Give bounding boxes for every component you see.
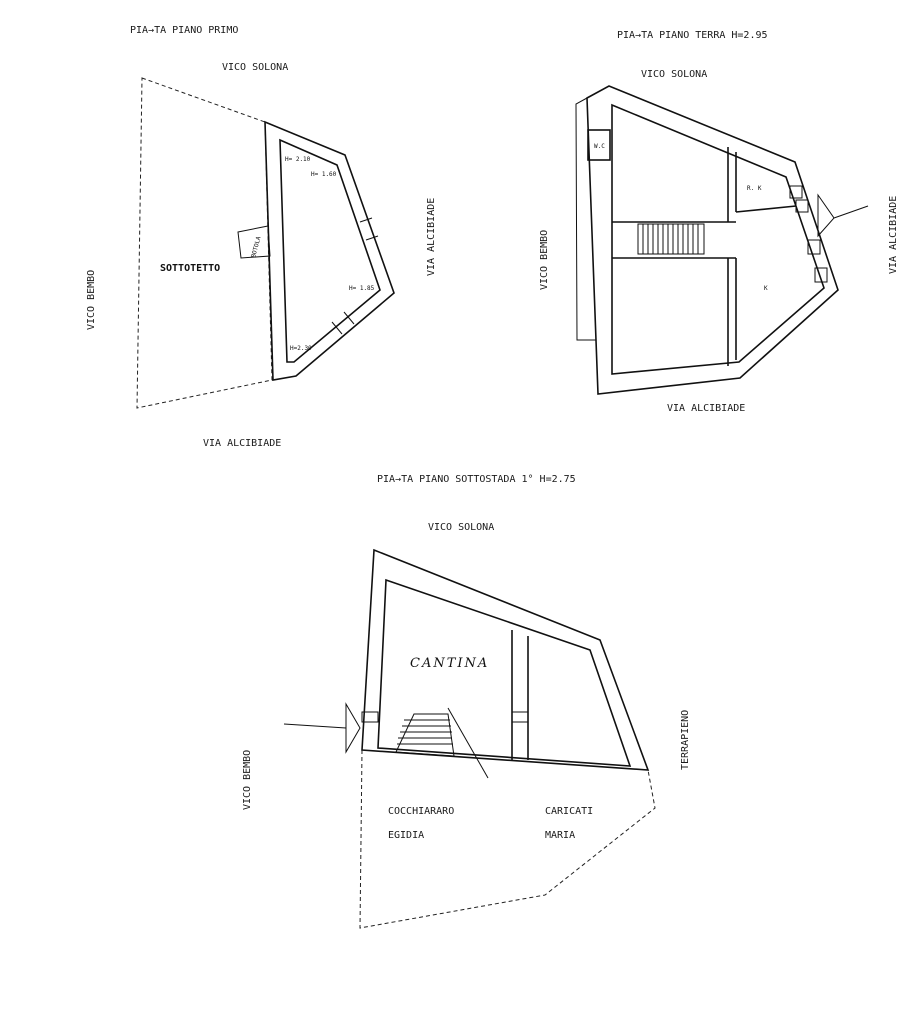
ground-floor-k-label: K	[764, 285, 768, 292]
ground-floor-street-right: VIA ALCIBIADE	[888, 195, 899, 274]
basement-owner-2-surname: CARICATI	[545, 806, 594, 817]
ground-floor-street-left: VICO BEMBO	[539, 229, 550, 290]
ground-floor-outer-wall	[587, 86, 838, 394]
first-floor-height-2: H= 1.60	[311, 171, 337, 178]
basement-owner-2-name: MARIA	[545, 830, 576, 841]
first-floor-street-left: VICO BEMBO	[86, 269, 97, 330]
ground-floor-side-strip	[576, 98, 596, 340]
first-floor-title: PIA→TA PIANO PRIMO	[130, 25, 239, 36]
ground-floor-entrance-marker	[818, 195, 834, 236]
basement-owner-1-surname: COCCHIARARO	[388, 806, 455, 817]
basement-opening	[512, 712, 528, 722]
ground-floor-title: PIA→TA PIANO TERRA H=2.95	[617, 30, 768, 41]
ground-floor-entrance-line	[834, 206, 868, 218]
ground-floor-street-bottom: VIA ALCIBIADE	[667, 403, 746, 414]
first-floor-skylight-label: BOTOLA	[250, 235, 263, 259]
first-floor-height-1: H= 2.10	[285, 156, 311, 163]
first-floor-window	[366, 236, 378, 240]
basement-street-right: TERRAPIENO	[680, 709, 691, 770]
ground-floor-plan	[539, 30, 899, 414]
ground-floor-rk-label: R. K	[747, 185, 762, 192]
basement-entrance-line	[284, 724, 346, 728]
basement-outer-wall	[362, 550, 648, 770]
basement-stair-cut-line	[448, 708, 488, 778]
first-floor-height-3: H= 1.85	[349, 285, 375, 292]
ground-floor-inner-wall	[612, 105, 824, 374]
ground-floor-partition	[736, 206, 796, 212]
first-floor-plan	[86, 25, 437, 449]
first-floor-attic-label: SOTTOTETTO	[160, 263, 221, 274]
ground-floor-street-top: VICO SOLONA	[641, 69, 708, 80]
ground-floor-stair-treads	[643, 224, 698, 254]
basement-title: PIA→TA PIANO SOTTOSTADA 1° H=2.75	[377, 474, 576, 485]
basement-street-top: VICO SOLONA	[428, 522, 495, 533]
ground-floor-wc-label: W.C	[594, 143, 605, 150]
first-floor-height-4: H=2.30	[290, 345, 312, 352]
basement-stair-treads	[397, 720, 453, 744]
first-floor-street-top: VICO SOLONA	[222, 62, 289, 73]
basement-owner-1-name: EGIDIA	[388, 830, 425, 841]
basement-plan	[242, 474, 691, 928]
basement-entrance-marker	[346, 704, 360, 752]
first-floor-street-right: VIA ALCIBIADE	[426, 197, 437, 276]
first-floor-window	[360, 218, 372, 222]
first-floor-street-bottom: VIA ALCIBIADE	[203, 438, 282, 449]
first-floor-lot-boundary	[137, 78, 272, 408]
basement-street-left: VICO BEMBO	[242, 749, 253, 810]
basement-cellar-label: CANTINA	[410, 656, 490, 671]
